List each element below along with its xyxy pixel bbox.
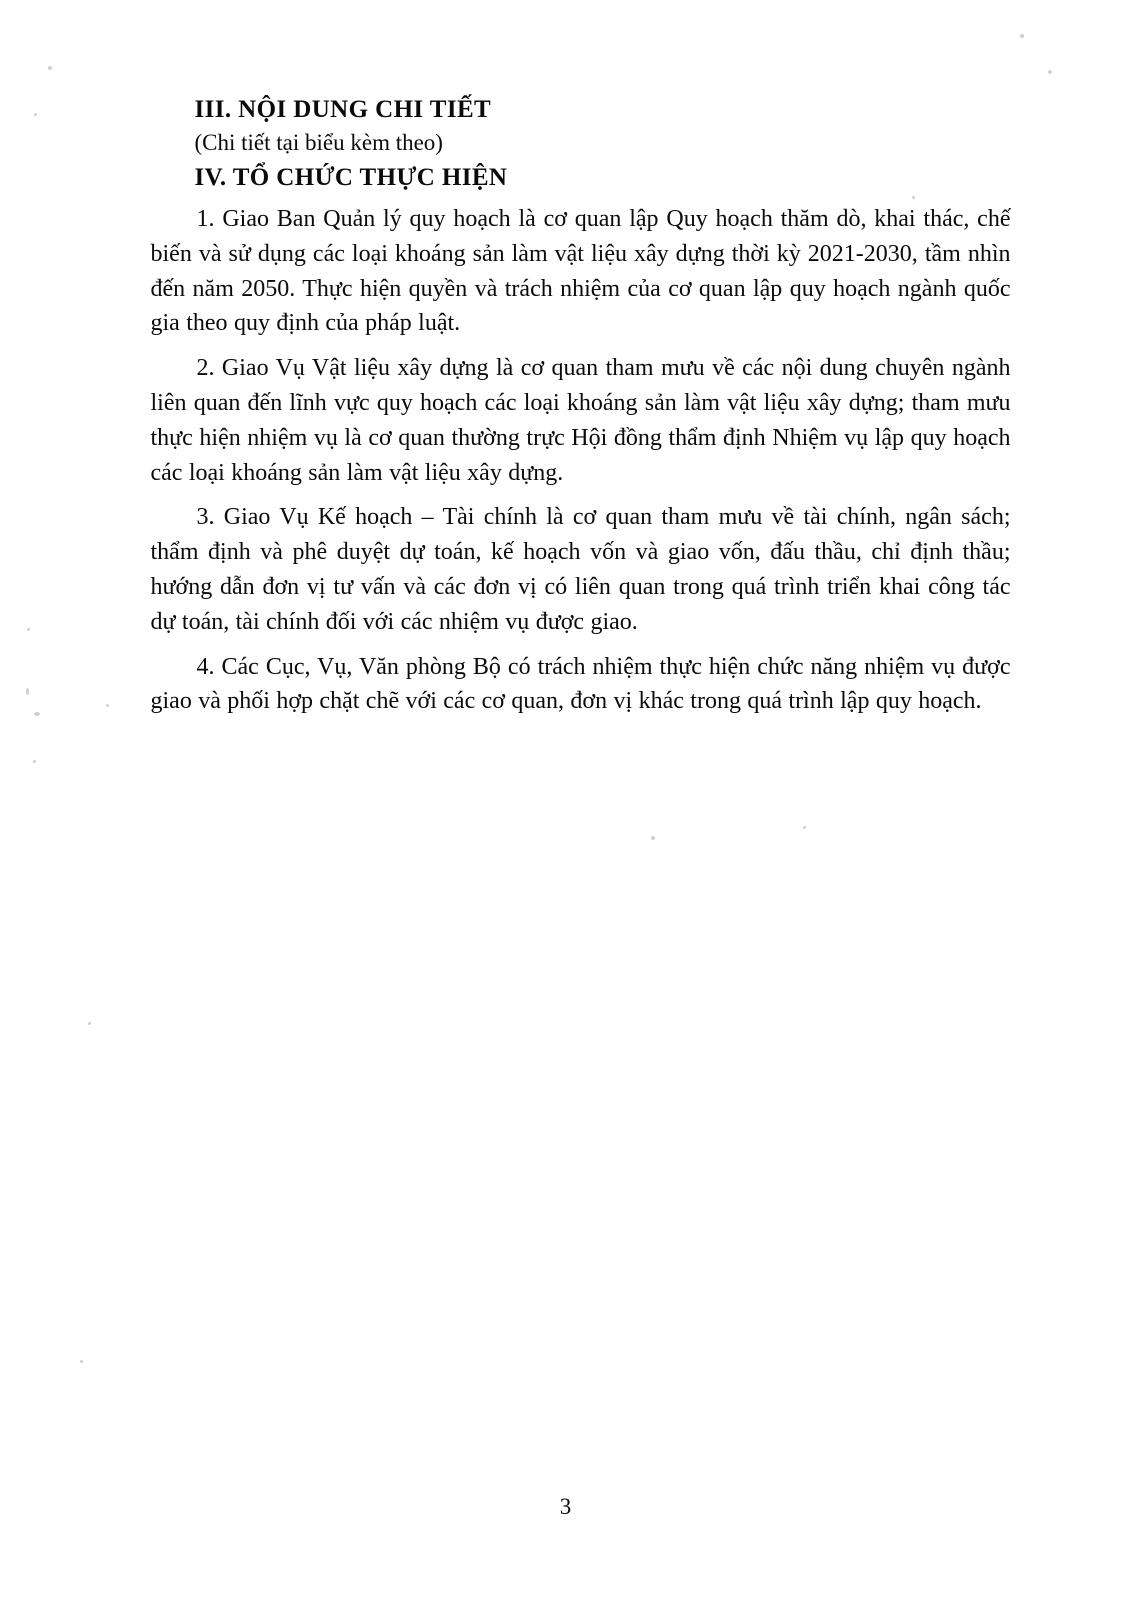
scan-speck (34, 712, 40, 716)
scan-speck (26, 688, 29, 695)
section-heading-4: IV. TỔ CHỨC THỰC HIỆN (194, 164, 508, 191)
section-subline-3: (Chi tiết tại biểu kèm theo) (194, 130, 443, 155)
section-heading-3: III. NỘI DUNG CHI TIẾT (194, 96, 492, 123)
scan-speck (106, 704, 109, 707)
scan-speck (33, 760, 36, 763)
scan-speck (651, 836, 655, 840)
scan-speck (48, 66, 52, 70)
scan-speck (1048, 70, 1052, 74)
page-number: 3 (559, 1494, 572, 1519)
paragraph-item-3: 3. Giao Vụ Kế hoạch – Tài chính là cơ quan tham mưu về tài chính, ngân sách; thẩm định và phê duyệt dự toán, kế hoạch vốn và giao vốn, đấu thầu, chỉ định thầu; hướng dẫn đơn vị tư vấn và các đơn vị có liên quan trong quá trình triển khai công tác dự toán, tài chính đối với các nhiệm vụ được giao. (150, 504, 1011, 635)
scan-speck (803, 826, 806, 829)
paragraph-item-1: 1. Giao Ban Quản lý quy hoạch là cơ quan lập Quy hoạch thăm dò, khai thác, chế biến và sử dụng các loại khoáng sản làm vật liệu xây dựng thời kỳ 2021-2030, tầm nhìn đến năm 2050. Thực hiện quyền và trách nhiệm của cơ quan lập quy hoạch ngành quốc gia theo quy định của pháp luật. (150, 206, 1011, 337)
paragraph-item-2: 2. Giao Vụ Vật liệu xây dựng là cơ quan tham mưu về các nội dung chuyên ngành liên quan đến lĩnh vực quy hoạch các loại khoáng sản làm vật liệu xây dựng; tham mưu thực hiện nhiệm vụ là cơ quan thường trực Hội đồng thẩm định Nhiệm vụ lập quy hoạch các loại khoáng sản làm vật liệu xây dựng. (150, 355, 1011, 486)
document-body (151, 96, 1011, 719)
scan-speck (80, 1360, 83, 1363)
scan-speck (912, 196, 915, 199)
scan-speck (1020, 34, 1024, 38)
scan-speck (27, 628, 30, 631)
paragraph-item-4: 4. Các Cục, Vụ, Văn phòng Bộ có trách nhiệm thực hiện chức năng nhiệm vụ được giao và phối hợp chặt chẽ với các cơ quan, đơn vị khác trong quá trình lập quy hoạch. (150, 653, 1011, 715)
scan-speck (88, 1022, 91, 1025)
scan-speck (34, 113, 37, 116)
